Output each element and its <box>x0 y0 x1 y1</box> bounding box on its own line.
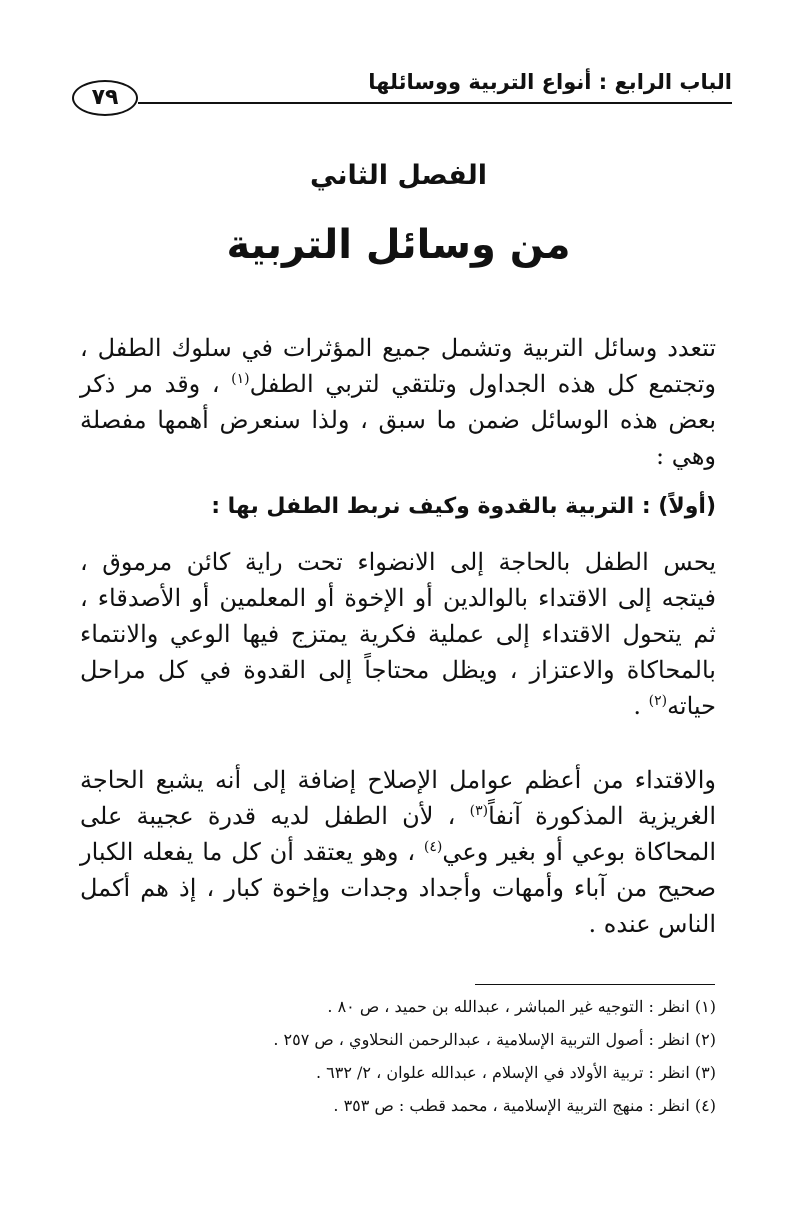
paragraph-imitation <box>80 762 716 942</box>
paragraph-modeling <box>80 544 716 724</box>
page-header <box>72 70 732 120</box>
paragraph-text: والاقتداء من أعظم عوامل الإصلاح إضافة إلى أنه يشبع الحاجة الغريزية المذكورة آنفاً <box>80 766 716 830</box>
footnote-ref: (٤) <box>423 839 443 855</box>
running-title: الباب الرابع : أنواع التربية ووسائلها <box>368 70 732 94</box>
section-heading: (أولاً) : التربية بالقدوة وكيف نربط الطفل بها : <box>211 494 716 519</box>
footnote-item: (٣) انظر : تربية الأولاد في الإسلام ، عبدالله علوان ، ٢/ ٦٣٢ . <box>315 1063 716 1082</box>
paragraph-text: . <box>633 692 649 720</box>
page-number: ٧٩ <box>72 80 138 116</box>
header-rule <box>138 102 732 104</box>
footnote-item: (٤) انظر : منهج التربية الإسلامية ، محمد قطب : ص ٣٥٣ . <box>333 1096 716 1115</box>
paragraph-text: ، وهو يعتقد أن كل ما يفعله الكبار صحيح من آباء وأمهات وأجداد وجدات وإخوة كبار ، إذ هم أكمل الناس عنده . <box>80 838 716 938</box>
footnote-ref: (٣) <box>469 803 489 819</box>
paragraph-text: يحس الطفل بالحاجة إلى الانضواء تحت راية كائن مرموق ، فيتجه إلى الاقتداء بالوالدين أو الإخوة أو المعلمين أو الأصدقاء ، ثم يتحول الاقتداء إلى عملية فكرية يمتزج فيها الوعي والانتماء بالمحاكاة والاعتزاز ، ويظل محتاجاً إلى القدوة في كل مراحل حياته <box>80 548 716 720</box>
paragraph-text: ، لأن الطفل لديه قدرة عجيبة على المحاكاة بوعي أو بغير وعي <box>80 802 716 866</box>
footnote-ref: (١) <box>231 371 250 387</box>
paragraph-text: تتعدد وسائل التربية وتشمل جميع المؤثرات في سلوك الطفل ، وتجتمع كل هذه الجداول وتلتقي لتربي الطفل <box>80 334 717 398</box>
paragraph-intro <box>80 330 716 474</box>
chapter-subtitle: الفصل الثاني <box>310 160 487 191</box>
footnotes <box>120 990 716 1122</box>
footnote-ref: (٢) <box>648 693 668 709</box>
footnote-separator <box>475 984 715 985</box>
paragraph-text: ، وقد مر ذكر بعض هذه الوسائل ضمن ما سبق ، ولذا سنعرض أهمها مفصلة وهي : <box>80 370 716 470</box>
chapter-title: من وسائل التربية <box>226 222 571 268</box>
footnote-item: (١) انظر : التوجيه غير المباشر ، عبدالله بن حميد ، ص ٨٠ . <box>327 997 716 1016</box>
footnote-item: (٢) انظر : أصول التربية الإسلامية ، عبدالرحمن النحلاوي ، ص ٢٥٧ . <box>273 1030 716 1049</box>
